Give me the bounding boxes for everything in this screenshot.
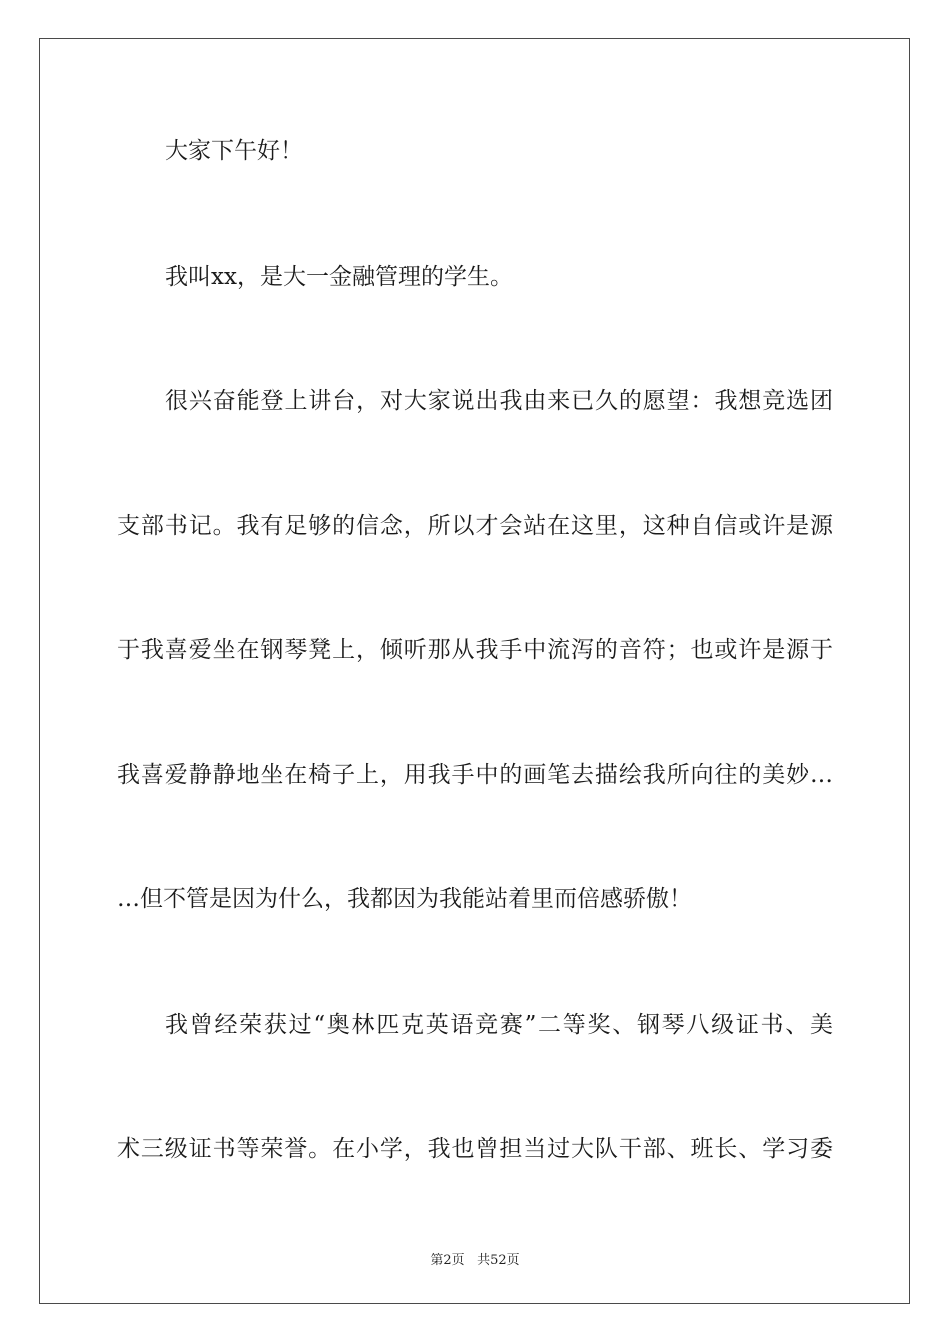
paragraph-line: 于我喜爱坐在钢琴凳上，倾听那从我手中流泻的音符；也或许是源于	[117, 637, 833, 663]
paragraph-line: 术三级证书等荣誉。在小学，我也曾担当过大队干部、班长、学习委	[117, 1136, 833, 1162]
page-border	[39, 38, 910, 1304]
paragraph-greeting: 大家下午好！	[165, 138, 303, 164]
total-pages: 共52页	[477, 1253, 520, 1268]
paragraph-line: 支部书记。我有足够的信念，所以才会站在这里，这种自信或许是源	[117, 513, 833, 539]
paragraph-intro: 我叫xx，是大一金融管理的学生。	[165, 264, 513, 290]
page-number: 第2页	[430, 1253, 465, 1268]
paragraph-line: 很兴奋能登上讲台，对大家说出我由来已久的愿望：我想竞选团	[165, 388, 833, 414]
paragraph-line: 我喜爱静静地坐在椅子上，用我手中的画笔去描绘我所向往的美妙…	[117, 762, 833, 788]
page-footer	[0, 1249, 950, 1268]
paragraph-line: 我曾经荣获过“奥林匹克英语竞赛”二等奖、钢琴八级证书、美	[165, 1012, 833, 1038]
paragraph-line: …但不管是因为什么，我都因为我能站着里而倍感骄傲！	[117, 886, 692, 912]
